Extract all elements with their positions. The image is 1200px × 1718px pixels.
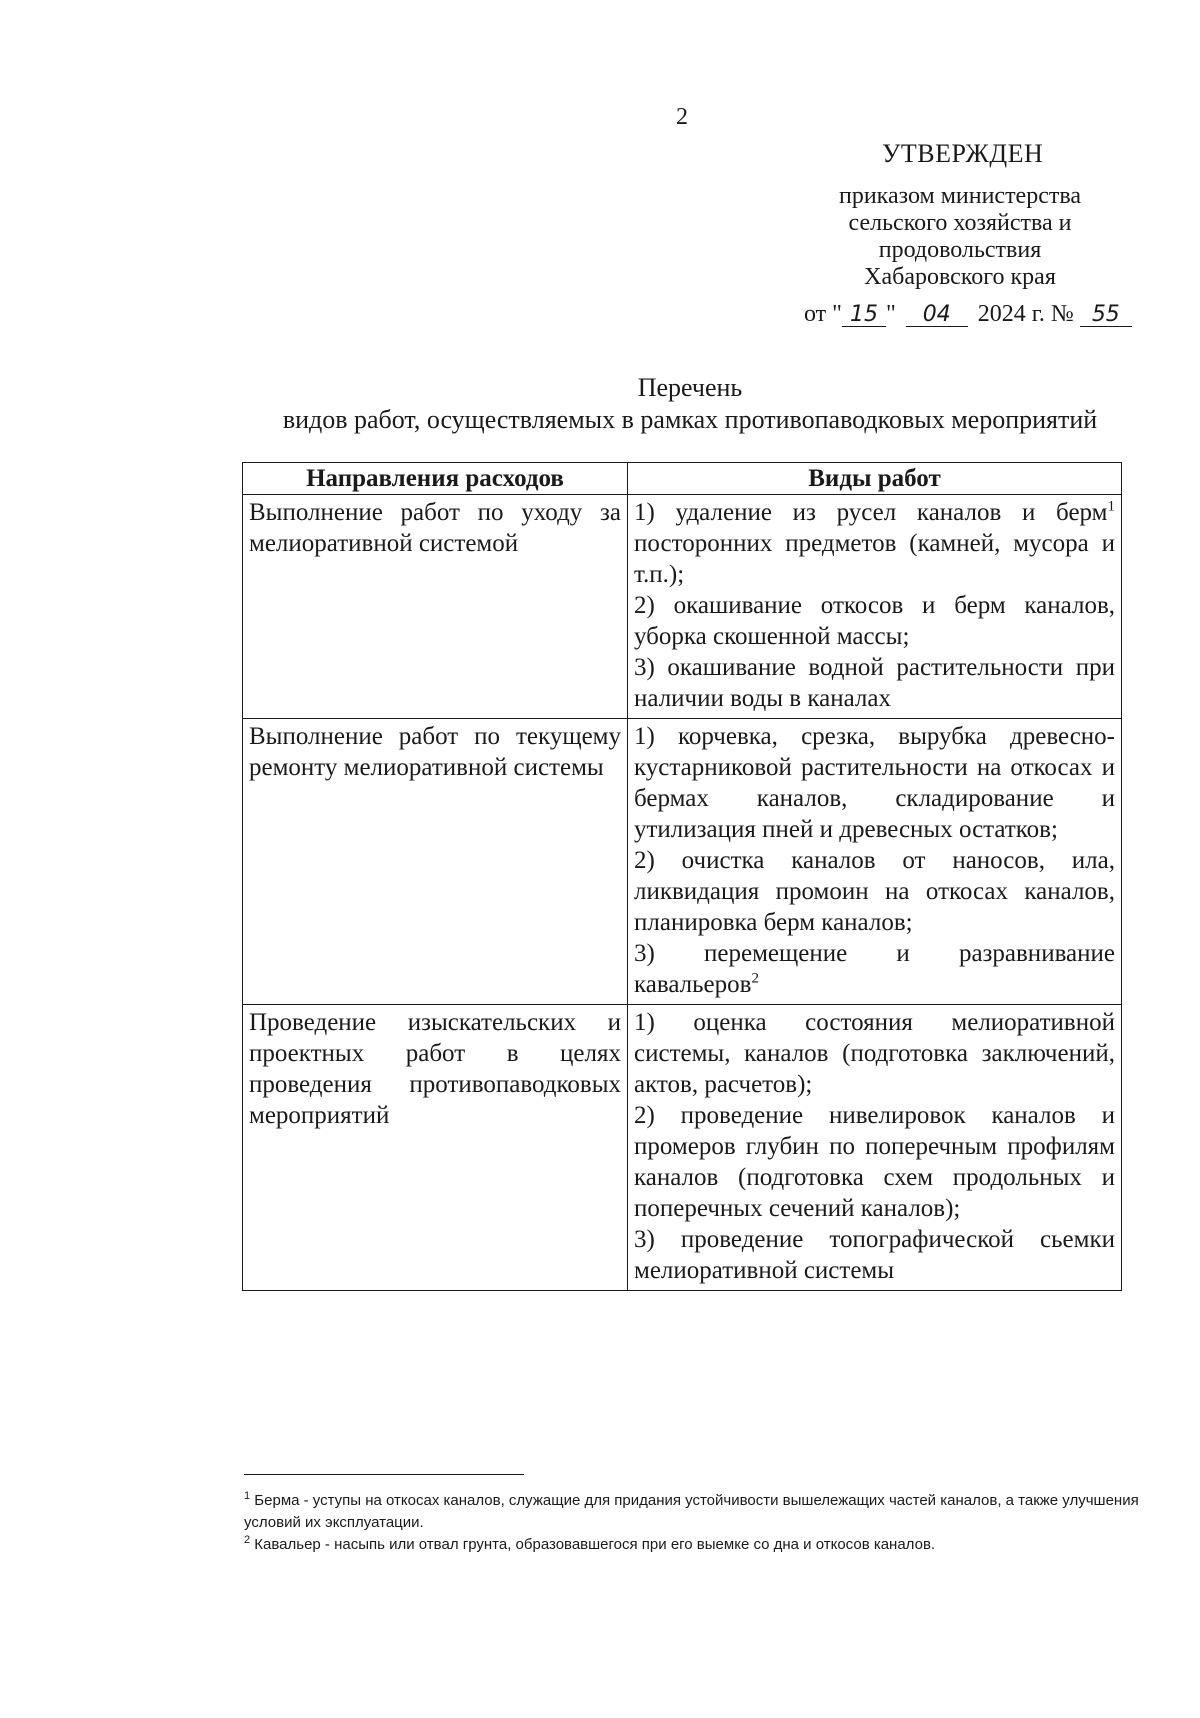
- work-item: [634, 497, 1115, 590]
- handwritten-order-number: 55: [1080, 304, 1132, 327]
- year-and-number-label: 2024 г. №: [977, 301, 1074, 327]
- works-table: [242, 462, 1122, 1291]
- title-line-1: Перечень: [637, 373, 743, 402]
- direction-cell: Выполнение работ по текущему ремонту мелиоративной системы: [243, 719, 628, 1005]
- approval-heading: УТВЕРЖДЕН: [882, 139, 1044, 168]
- work-item: 2) окашивание откосов и берм каналов, уборка скошенной массы;: [634, 592, 1115, 650]
- work-item: 1) оценка состояния мелиоративной системы, каналов (подготовка заключений, актов, расчетов);: [634, 1009, 1115, 1098]
- work-item: 2) проведение нивелировок каналов и промеров глубин по поперечным профилям каналов (подготовка схем продольных и поперечных сечений каналов);: [634, 1102, 1115, 1222]
- direction-cell: Проведение изыскательских и проектных работ в целях проведения противопаводковых мероприятий: [243, 1005, 628, 1291]
- approval-line: продовольствия: [878, 237, 1042, 263]
- footnote-ref: 1: [1107, 498, 1115, 515]
- date-prefix: от ": [804, 301, 842, 327]
- footnote-text: Берма - уступы на откосах каналов, служащие для придания устойчивости вышележащих частей каналов, а также улучшения условий их эксплуатации.: [244, 1492, 1139, 1531]
- approval-date-line: [804, 301, 1120, 328]
- date-quote: ": [885, 301, 896, 327]
- footnotes: [244, 1490, 1149, 1556]
- footnote: [244, 1534, 1149, 1556]
- footnote: [244, 1490, 1149, 1534]
- column-header-directions: Направления расходов: [243, 463, 628, 495]
- direction-cell: Выполнение работ по уходу за мелиоративной системой: [243, 495, 628, 719]
- footnote-ref: 2: [751, 970, 759, 987]
- table-row: [243, 1005, 1122, 1291]
- footnote-divider: [244, 1474, 524, 1475]
- work-item: [634, 938, 1115, 1000]
- approval-stamp: [800, 140, 1120, 328]
- approval-line: сельского хозяйства и: [848, 210, 1072, 236]
- approval-line: приказом министерства: [838, 183, 1082, 209]
- kinds-cell: [628, 1005, 1122, 1291]
- work-item-text: 3) перемещение и разравнивание кавальеров: [634, 940, 1115, 998]
- document-title: [250, 372, 1130, 436]
- footnote-text: Кавальер - насыпь или отвал грунта, образовавшегося при его выемке со дна и откосов каналов.: [250, 1536, 936, 1553]
- kinds-cell: [628, 719, 1122, 1005]
- work-item: 3) проведение топографической сьемки мелиоративной системы: [634, 1226, 1115, 1284]
- footnote-mark: 1: [244, 1490, 251, 1502]
- kinds-cell: [628, 495, 1122, 719]
- handwritten-month: 04: [906, 304, 968, 327]
- footnote-mark: 2: [244, 1534, 251, 1546]
- column-header-kinds: Виды работ: [628, 463, 1122, 495]
- table-row: [243, 495, 1122, 719]
- work-item: 3) окашивание водной растительности при наличии воды в каналах: [634, 654, 1115, 712]
- page-number: 2: [676, 104, 688, 130]
- work-item: 2) очистка каналов от наносов, ила, ликвидация промоин на откосах каналов, планировка берм каналов;: [634, 847, 1115, 936]
- work-item: 1) корчевка, срезка, вырубка древесно-кустарниковой растительности на откосах и бермах каналов, складирование и утилизация пней и древесных остатков;: [634, 723, 1115, 843]
- approval-line: Хабаровского края: [864, 264, 1056, 290]
- handwritten-day: 15: [842, 304, 886, 327]
- table-row: [243, 719, 1122, 1005]
- title-line-2: видов работ, осуществляемых в рамках противопаводковых мероприятий: [282, 405, 1098, 434]
- work-item-text: 1) удаление из русел каналов и берм: [634, 499, 1108, 526]
- work-item-text: посторонних предметов (камней, мусора и т.п.);: [634, 530, 1115, 588]
- table-header-row: [243, 463, 1122, 495]
